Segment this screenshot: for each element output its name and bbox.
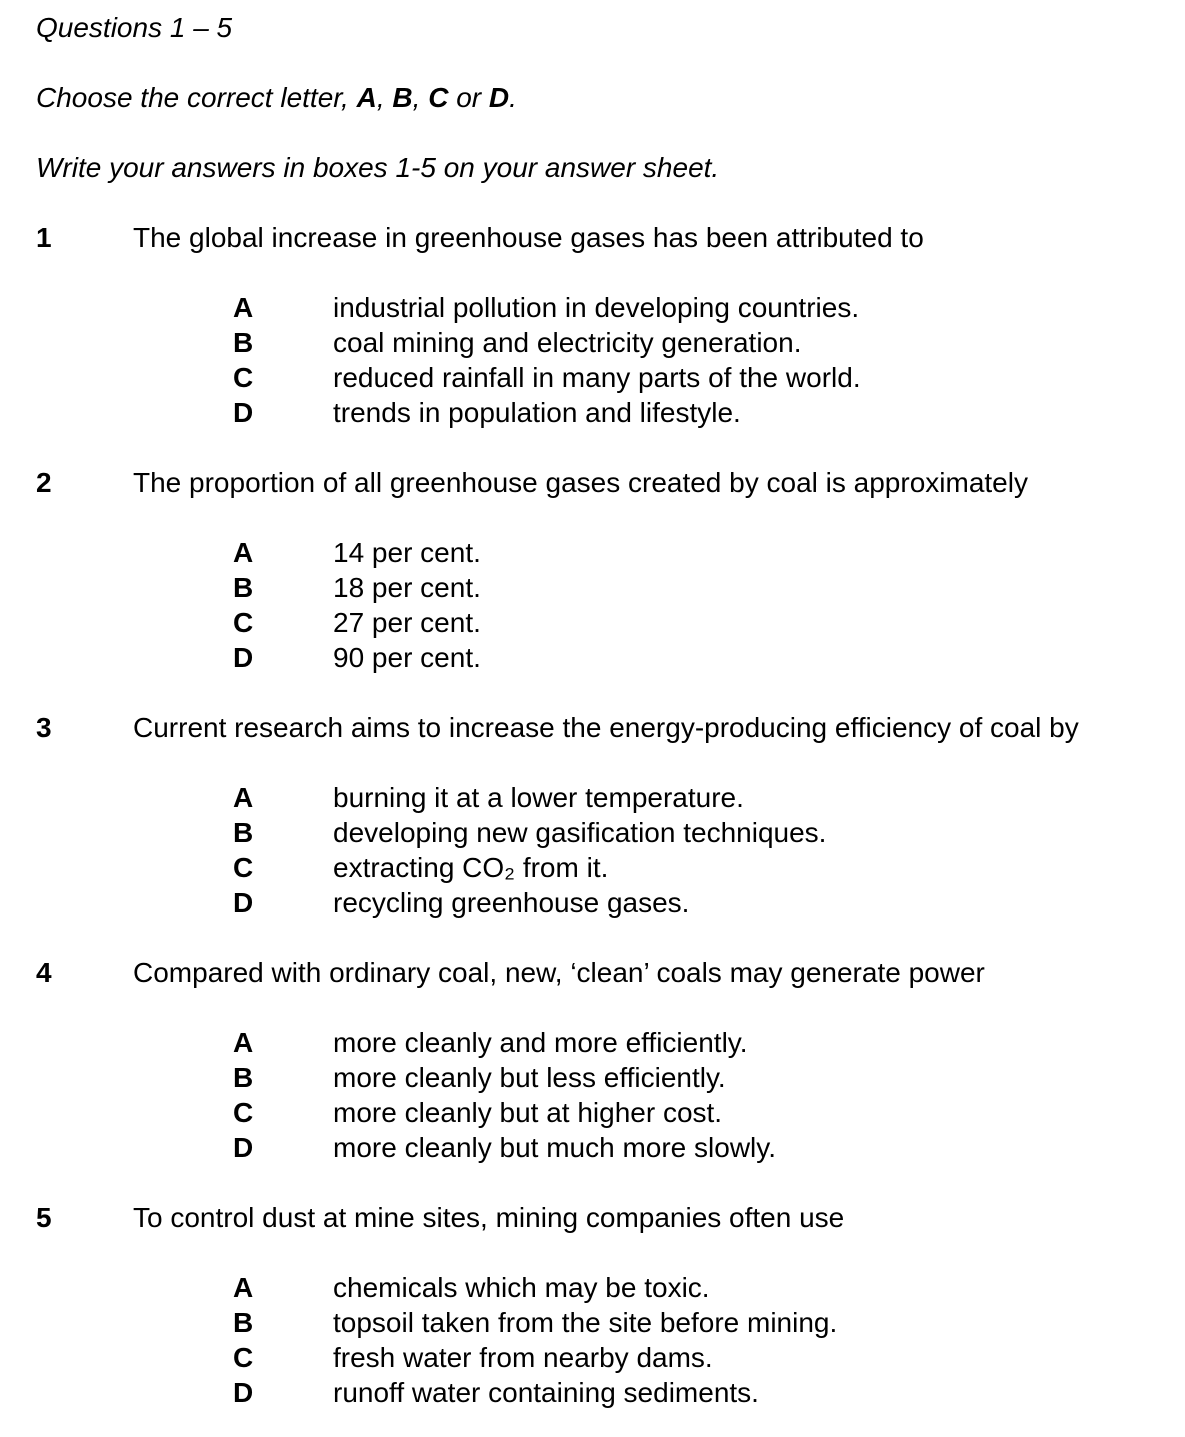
question-5 <box>36 1200 1185 1410</box>
instruction-choose-pre: Choose the correct letter, <box>36 82 357 113</box>
option-row <box>233 360 1185 395</box>
option-row <box>233 1340 1185 1375</box>
question-4-options <box>233 1025 1185 1165</box>
option-row <box>233 815 1185 850</box>
question-5-options <box>233 1270 1185 1410</box>
option-text: more cleanly but much more slowly. <box>333 1132 776 1163</box>
question-text: The proportion of all greenhouse gases created by coal is approximately <box>133 467 1028 498</box>
option-text: trends in population and lifestyle. <box>333 397 741 428</box>
option-row <box>233 780 1185 815</box>
option-letter: D <box>233 642 254 673</box>
question-1 <box>36 220 1185 430</box>
option-row <box>233 1025 1185 1060</box>
option-row <box>233 395 1185 430</box>
option-text: recycling greenhouse gases. <box>333 887 690 918</box>
option-letter: B <box>233 1307 254 1338</box>
option-letter: C <box>233 607 254 638</box>
instruction-choose <box>36 80 1185 115</box>
option-text: 18 per cent. <box>333 572 481 603</box>
option-letter: A <box>233 1272 254 1303</box>
option-text: more cleanly but less efficiently. <box>333 1062 726 1093</box>
question-number: 1 <box>36 222 52 253</box>
question-number: 2 <box>36 467 52 498</box>
question-3-options <box>233 780 1185 920</box>
option-letter: D <box>233 1132 254 1163</box>
option-letter: D <box>233 397 254 428</box>
instruction-write: Write your answers in boxes 1-5 on your answer sheet. <box>36 152 720 183</box>
option-letter: B <box>233 572 254 603</box>
letter-b: B <box>392 82 413 113</box>
option-letter: C <box>233 362 254 393</box>
option-row <box>233 325 1185 360</box>
option-text: developing new gasification techniques. <box>333 817 827 848</box>
option-letter: B <box>233 1062 254 1093</box>
option-letter: D <box>233 887 254 918</box>
option-letter: C <box>233 1097 254 1128</box>
option-text: 27 per cent. <box>333 607 481 638</box>
option-row <box>233 1060 1185 1095</box>
option-text: reduced rainfall in many parts of the world. <box>333 362 861 393</box>
question-number: 5 <box>36 1202 52 1233</box>
option-text: more cleanly and more efficiently. <box>333 1027 748 1058</box>
option-row <box>233 1270 1185 1305</box>
option-text: 90 per cent. <box>333 642 481 673</box>
option-text: more cleanly but at higher cost. <box>333 1097 723 1128</box>
question-text: To control dust at mine sites, mining companies often use <box>133 1202 845 1233</box>
option-row <box>233 290 1185 325</box>
letter-a: A <box>356 82 377 113</box>
option-text: extracting CO₂ from it. <box>333 852 609 883</box>
option-row <box>233 1095 1185 1130</box>
section-title: Questions 1 – 5 <box>36 12 233 43</box>
option-letter: B <box>233 327 254 358</box>
option-row <box>233 640 1185 675</box>
option-letter: B <box>233 817 254 848</box>
question-2-options <box>233 535 1185 675</box>
question-3 <box>36 710 1185 920</box>
question-text: The global increase in greenhouse gases has been attributed to <box>133 222 924 253</box>
question-1-options <box>233 290 1185 430</box>
option-row <box>233 885 1185 920</box>
option-text: burning it at a lower temperature. <box>333 782 744 813</box>
separator: , <box>412 82 429 113</box>
option-text: industrial pollution in developing countries. <box>333 292 860 323</box>
option-row <box>233 1375 1185 1410</box>
option-letter: A <box>233 292 254 323</box>
question-text: Compared with ordinary coal, new, ‘clean’ coals may generate power <box>133 957 985 988</box>
option-text: 14 per cent. <box>333 537 481 568</box>
option-text: fresh water from nearby dams. <box>333 1342 713 1373</box>
option-letter: A <box>233 782 254 813</box>
option-text: topsoil taken from the site before mining. <box>333 1307 838 1338</box>
option-letter: C <box>233 1342 254 1373</box>
option-row <box>233 1305 1185 1340</box>
letter-c: C <box>428 82 449 113</box>
option-text: coal mining and electricity generation. <box>333 327 802 358</box>
question-4 <box>36 955 1185 1165</box>
option-text: chemicals which may be toxic. <box>333 1272 710 1303</box>
option-row <box>233 850 1185 885</box>
option-letter: C <box>233 852 254 883</box>
letter-d: D <box>488 82 510 113</box>
question-number: 4 <box>36 957 52 988</box>
separator: . <box>509 82 517 113</box>
option-text: runoff water containing sediments. <box>333 1377 759 1408</box>
option-letter: D <box>233 1377 254 1408</box>
question-text: Current research aims to increase the energy-producing efficiency of coal by <box>133 712 1079 743</box>
separator: , <box>376 82 393 113</box>
question-number: 3 <box>36 712 52 743</box>
option-letter: A <box>233 537 254 568</box>
separator: or <box>448 82 489 113</box>
option-row <box>233 535 1185 570</box>
option-row <box>233 605 1185 640</box>
option-row <box>233 570 1185 605</box>
question-2 <box>36 465 1185 675</box>
option-row <box>233 1130 1185 1165</box>
option-letter: A <box>233 1027 254 1058</box>
